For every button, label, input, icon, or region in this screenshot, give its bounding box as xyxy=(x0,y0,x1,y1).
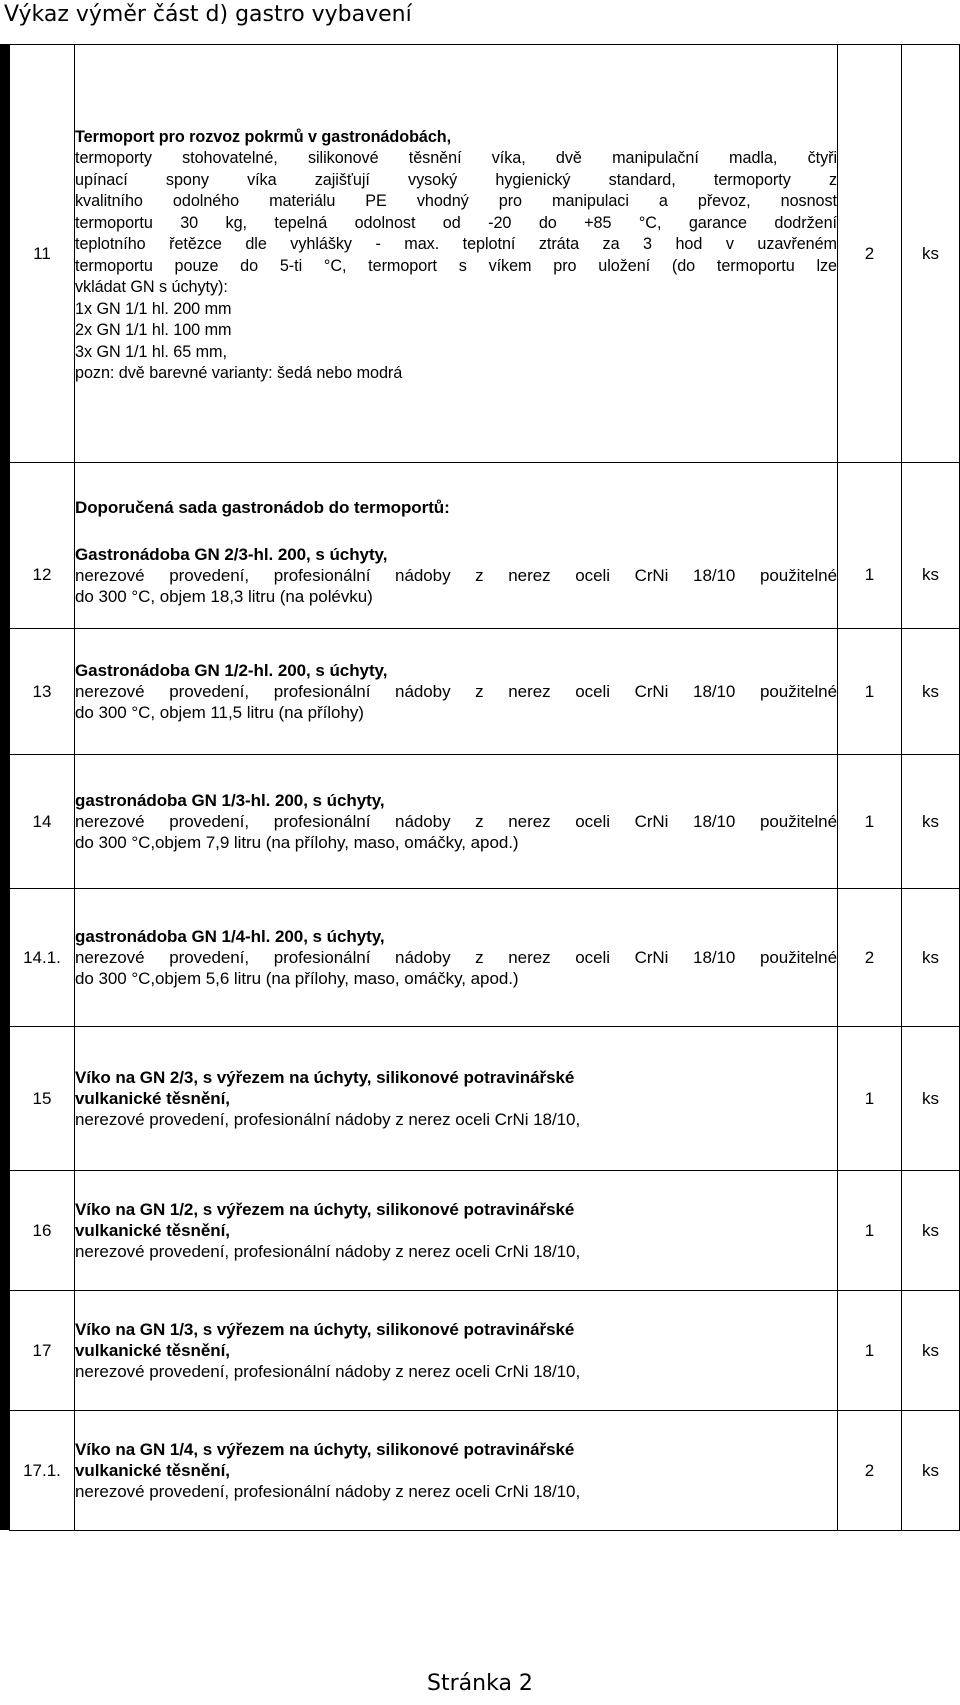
item-quantity: 1 xyxy=(838,1027,902,1171)
page-number-footer: Stránka 2 xyxy=(427,1671,533,1696)
item-description xyxy=(75,1411,838,1531)
description-line: nerezové provedení, profesionální nádoby z nerez oceli CrNi 18/10 použitelné xyxy=(75,565,837,585)
description-line: teplotního řetězce dle vyhlášky - max. teplotní ztráta za 3 hod v uzavřeném xyxy=(75,235,837,253)
item-heading: Víko na GN 1/4, s výřezem na úchyty, silikonové potravinářské xyxy=(75,1440,575,1459)
description-line: 3x GN 1/1 hl. 65 mm, xyxy=(75,342,227,361)
item-description xyxy=(75,889,838,1027)
description-line: do 300 °C,objem 5,6 litru (na přílohy, maso, omáčky, apod.) xyxy=(75,969,519,988)
group-heading: Doporučená sada gastronádob do termoportů: xyxy=(75,497,450,517)
description-line: nerezové provedení, profesionální nádoby z nerez oceli CrNi 18/10, xyxy=(75,1110,581,1129)
description-line: do 300 °C, objem 18,3 litru (na polévku) xyxy=(75,586,373,606)
description-line: nerezové provedení, profesionální nádoby z nerez oceli CrNi 18/10, xyxy=(75,1362,581,1381)
spacer xyxy=(75,518,837,544)
item-number: 13 xyxy=(10,629,75,755)
table-row-item-16 xyxy=(10,1171,960,1291)
item-description xyxy=(75,45,838,463)
description-line: termoportu pouze do 5-ti °C, termoport s víkem pro uložení (do termoportu lze xyxy=(75,256,837,275)
item-unit: ks xyxy=(902,1291,960,1411)
description-line: do 300 °C,objem 7,9 litru (na přílohy, maso, omáčky, apod.) xyxy=(75,833,519,852)
left-border-bar xyxy=(0,44,9,1530)
description-line: nerezové provedení, profesionální nádoby z nerez oceli CrNi 18/10 použitelné xyxy=(75,948,837,967)
item-heading-continued: vulkanické těsnění, xyxy=(75,1461,230,1480)
item-description xyxy=(75,463,838,629)
item-quantity: 1 xyxy=(838,755,902,889)
description-line: do 300 °C, objem 11,5 litru (na přílohy) xyxy=(75,703,364,722)
item-unit: ks xyxy=(902,1411,960,1531)
item-heading: Víko na GN 1/3, s výřezem na úchyty, silikonové potravinářské xyxy=(75,1320,575,1339)
table-row-item-11 xyxy=(10,45,960,463)
table-row-item-15 xyxy=(10,1027,960,1171)
item-unit: ks xyxy=(902,889,960,1027)
table-row-item-13 xyxy=(10,629,960,755)
item-quantity: 1 xyxy=(838,463,902,629)
item-quantity: 1 xyxy=(838,629,902,755)
item-number: 17.1. xyxy=(10,1411,75,1531)
item-unit: ks xyxy=(902,45,960,463)
description-line: 1x GN 1/1 hl. 200 mm xyxy=(75,299,232,318)
item-number: 17 xyxy=(10,1291,75,1411)
bill-of-quantities-table xyxy=(9,44,960,1531)
description-line: 2x GN 1/1 hl. 100 mm xyxy=(75,321,232,339)
item-quantity: 1 xyxy=(838,1171,902,1291)
description-line: nerezové provedení, profesionální nádoby z nerez oceli CrNi 18/10 použitelné xyxy=(75,682,837,701)
description-line: termoporty stohovatelné, silikonové těsnění víka, dvě manipulační madla, čtyři xyxy=(75,149,837,167)
item-unit: ks xyxy=(902,629,960,755)
description-line: termoportu 30 kg, tepelná odolnost od -20 do +85 °C, garance dodržení xyxy=(75,213,837,232)
item-number: 14.1. xyxy=(10,889,75,1027)
item-heading: Termoport pro rozvoz pokrmů v gastronádobách, xyxy=(75,127,452,146)
item-description xyxy=(75,1027,838,1171)
item-number: 11 xyxy=(10,45,75,463)
description-line: nerezové provedení, profesionální nádoby z nerez oceli CrNi 18/10, xyxy=(75,1482,581,1501)
description-line: pozn: dvě barevné varianty: šedá nebo modrá xyxy=(75,364,403,382)
item-description xyxy=(75,755,838,889)
item-description xyxy=(75,1171,838,1291)
item-heading: gastronádoba GN 1/4-hl. 200, s úchyty, xyxy=(75,927,385,946)
table-row-item-14 xyxy=(10,755,960,889)
item-quantity: 1 xyxy=(838,1291,902,1411)
table-row-item-12 xyxy=(10,463,960,629)
item-heading-continued: vulkanické těsnění, xyxy=(75,1221,230,1240)
table-row-item-14-1 xyxy=(10,889,960,1027)
table-row-item-17-1 xyxy=(10,1411,960,1531)
description-line: nerezové provedení, profesionální nádoby z nerez oceli CrNi 18/10 použitelné xyxy=(75,812,837,831)
document-title: Výkaz výměr část d) gastro vybavení xyxy=(4,2,412,27)
item-heading: Víko na GN 2/3, s výřezem na úchyty, silikonové potravinářské xyxy=(75,1068,575,1087)
item-number: 15 xyxy=(10,1027,75,1171)
description-line: kvalitního odolného materiálu PE vhodný pro manipulaci a převoz, nosnost xyxy=(75,192,837,210)
item-unit: ks xyxy=(902,463,960,629)
item-quantity: 2 xyxy=(838,1411,902,1531)
item-heading: Gastronádoba GN 1/2-hl. 200, s úchyty, xyxy=(75,661,388,680)
item-number: 16 xyxy=(10,1171,75,1291)
description-line: vkládat GN s úchyty): xyxy=(75,278,228,296)
item-heading: Víko na GN 1/2, s výřezem na úchyty, silikonové potravinářské xyxy=(75,1200,575,1219)
item-unit: ks xyxy=(902,1171,960,1291)
item-unit: ks xyxy=(902,755,960,889)
description-line: upínací spony víka zajišťují vysoký hygienický standard, termoporty z xyxy=(75,170,837,189)
table-row-item-17 xyxy=(10,1291,960,1411)
item-heading: gastronádoba GN 1/3-hl. 200, s úchyty, xyxy=(75,791,385,810)
item-heading-continued: vulkanické těsnění, xyxy=(75,1341,230,1360)
item-description xyxy=(75,629,838,755)
item-heading-continued: vulkanické těsnění, xyxy=(75,1089,230,1108)
item-unit: ks xyxy=(902,1027,960,1171)
item-description xyxy=(75,1291,838,1411)
item-number: 14 xyxy=(10,755,75,889)
item-quantity: 2 xyxy=(838,889,902,1027)
description-line: nerezové provedení, profesionální nádoby z nerez oceli CrNi 18/10, xyxy=(75,1242,581,1261)
item-heading: Gastronádoba GN 2/3-hl. 200, s úchyty, xyxy=(75,544,388,564)
item-quantity: 2 xyxy=(838,45,902,463)
item-number: 12 xyxy=(10,463,75,629)
